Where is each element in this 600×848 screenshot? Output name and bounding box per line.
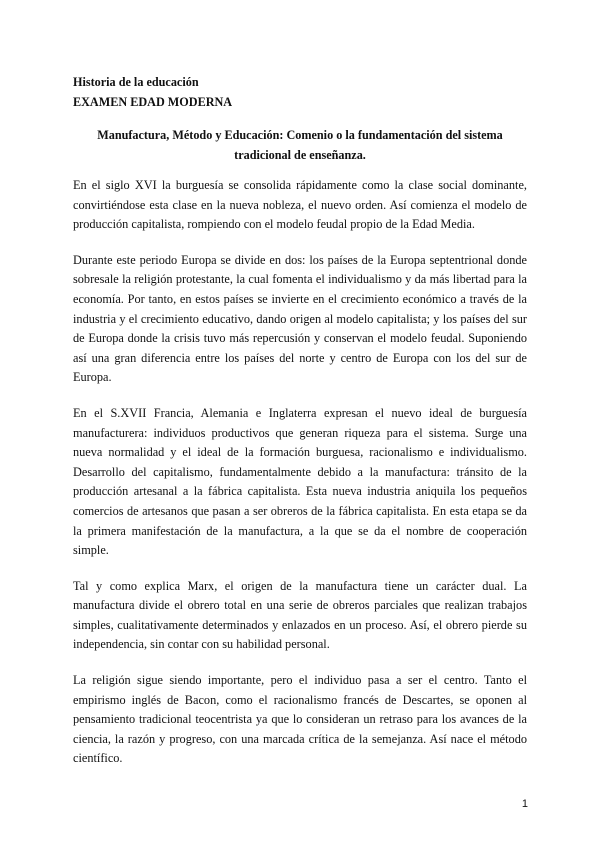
paragraph: Durante este periodo Europa se divide en dos: los países de la Europa septentrional donde sobresale la religión protestante, la cual fomenta el individualismo y da más libertad para la economía. Por tanto, en estos países se invierte en el crecimiento económico a través de la industria y el crecimiento educativo, dando origen al modelo capitalista; y los países del sur de Europa donde la crisis tuvo más repercusión y conservan el modelo feudal. Suponiendo así una gran diferencia entre los países del norte y centro de Europa con los del sur de Europa.	[73, 252, 527, 385]
document-header	[73, 72, 533, 112]
page-number: 1	[521, 798, 528, 810]
document-title: Manufactura, Método y Educación: Comenio o la fundamentación del sistema tradicional de enseñanza.	[97, 128, 503, 162]
document-body	[73, 176, 527, 785]
exam-name: EXAMEN EDAD MODERNA	[73, 95, 233, 109]
paragraph: En el siglo XVI la burguesía se consolida rápidamente como la clase social dominante, convirtiéndose esta clase en la nueva nobleza, el nuevo orden. Así comienza el modelo de producción capitalista, rompiendo con el modelo feudal propio de la Edad Media.	[73, 178, 527, 232]
paragraph: Tal y como explica Marx, el origen de la manufactura tiene un carácter dual. La manufactura divide el obrero total en una serie de obreros parciales que realizan trabajos simples, cualitativamente determinados y enlazados en un proceso. Así, el obrero pierde su independencia, sin contar con su habilidad personal.	[73, 578, 527, 652]
paragraph: En el S.XVII Francia, Alemania e Inglaterra expresan el nuevo ideal de burguesía manufacturera: individuos productivos que generan riqueza para el sistema. Surge una nueva normalidad y el ideal de la formación burguesa, racionalismo e individualismo. Desarrollo del capitalismo, fundamentalmente debido a la manufactura: tránsito de la producción artesanal a la fábrica capitalista. Esta nueva industria aniquila los pequeños comercios de artesanos que pasan a ser obreros de la fábrica capitalista. En esta etapa se da la primera manifestación de la manufactura, a la que se da el nombre de cooperación simple.	[73, 405, 527, 558]
course-name: Historia de la educación	[73, 75, 199, 89]
paragraph: La religión sigue siendo importante, pero el individuo pasa a ser el centro. Tanto el empirismo inglés de Bacon, como el racionalismo francés de Descartes, se oponen al pensamiento tradicional teocentrista ya que lo consideran un retraso para los avances de la ciencia, la razón y progreso, con una marcada crítica de la semejanza. Así nace el método científico.	[73, 673, 527, 766]
